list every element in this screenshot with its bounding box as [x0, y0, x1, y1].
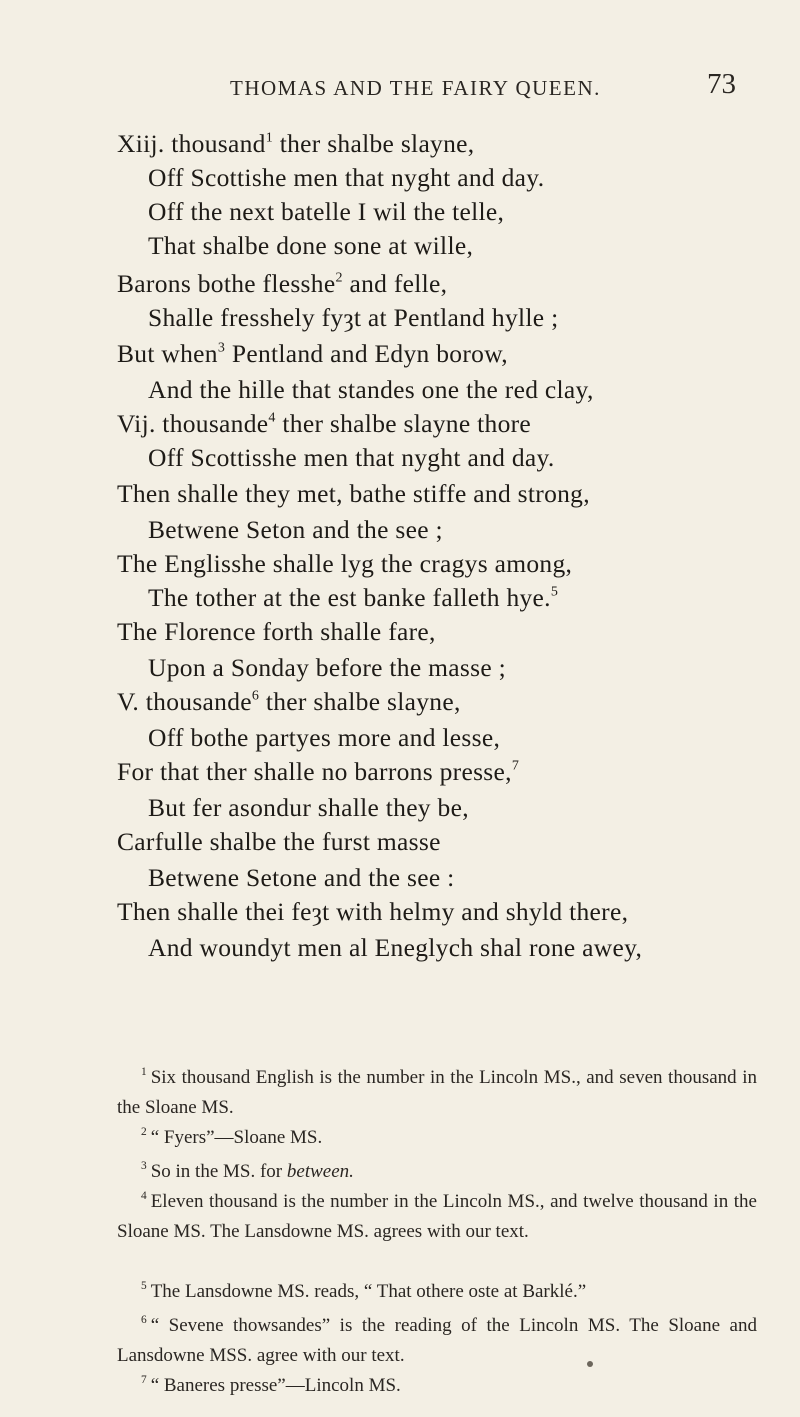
- footnote-number: 4: [141, 1190, 147, 1203]
- poem-line-text: V. thousande: [117, 687, 252, 716]
- poem-line: [148, 862, 455, 894]
- footnote-number: 3: [141, 1160, 147, 1173]
- poem-line-text: But fer asondur shalle they be,: [148, 793, 469, 822]
- poem-line: [117, 616, 436, 648]
- poem-line: [148, 162, 544, 194]
- poem-line: [148, 514, 443, 546]
- poem-line: [148, 792, 469, 824]
- footnote-marker: 2: [335, 270, 343, 286]
- running-head: THOMAS AND THE FAIRY QUEEN.: [230, 76, 601, 100]
- poem-line: [117, 826, 441, 858]
- footnote-number: 6: [141, 1314, 147, 1327]
- poem-line-text: Off Scottishe men that nyght and day.: [148, 163, 545, 192]
- poem-line: [148, 582, 558, 614]
- poem-line-text: ther shalbe slayne,: [259, 687, 461, 716]
- poem-line-text: And the hille that standes one the red clay,: [148, 375, 594, 404]
- poem-line: [148, 374, 594, 406]
- footnote-text: The Lansdowne MS. reads, “ That othere oste at Barklé.”: [150, 1281, 587, 1302]
- poem-line: [117, 756, 519, 788]
- footnote-text: “ Fyers”—Sloane MS.: [150, 1127, 323, 1148]
- footnote-number: 1: [141, 1066, 147, 1079]
- poem-line-text: and felle,: [342, 269, 448, 298]
- poem-line-text: Betwene Seton and the see ;: [148, 515, 443, 544]
- footnote-number: 7: [141, 1374, 147, 1387]
- footnote: [117, 1157, 757, 1187]
- footnote-marker: 4: [268, 410, 276, 426]
- poem-line-text: Carfulle shalbe the furst masse: [117, 827, 441, 856]
- poem-line-text: ther shalbe slayne,: [273, 129, 475, 158]
- poem-line-text: Off Scottisshe men that nyght and day.: [148, 443, 555, 472]
- poem-line: [148, 302, 558, 334]
- poem-line: [117, 686, 461, 718]
- poem-line-text: But when: [117, 339, 218, 368]
- poem-line: [117, 268, 447, 300]
- footnote-italic-text: between.: [286, 1161, 354, 1182]
- poem-line-text: Xiij. thousand: [117, 129, 266, 158]
- poem-line: [117, 548, 572, 580]
- poem-line-text: Barons bothe flesshe: [117, 269, 336, 298]
- footnote: [117, 1123, 757, 1153]
- footnote-text: Eleven thousand is the number in the Lincoln MS., and twelve thousand in the Sloane MS. The Lansdowne MS. agrees with our text.: [117, 1191, 757, 1242]
- poem-line-text: The Englisshe shalle lyg the cragys among,: [117, 549, 573, 578]
- poem-line: [148, 932, 642, 964]
- poem-line: [148, 196, 504, 228]
- poem-line: [148, 442, 555, 474]
- footnote-marker: 1: [265, 130, 274, 146]
- footnote-text: Six thousand English is the number in the Lincoln MS., and seven thousand in the Sloane MS.: [117, 1067, 757, 1118]
- poem-line: [148, 652, 506, 684]
- footnote-number: 5: [141, 1280, 147, 1293]
- footnote-text: So in the MS. for: [150, 1161, 287, 1182]
- poem-line-text: Upon a Sonday before the masse ;: [148, 653, 507, 682]
- footnote-number: 2: [141, 1126, 147, 1139]
- footnote: [117, 1277, 757, 1307]
- footnote: [117, 1063, 757, 1123]
- poem-line-text: That shalbe done sone at wille,: [148, 231, 474, 260]
- poem-line-text: Pentland and Edyn borow,: [225, 339, 508, 368]
- poem-line: [117, 408, 531, 440]
- poem-line-text: Then shalle thei feȝt with helmy and shyld there,: [117, 897, 629, 926]
- poem-line: [148, 230, 473, 262]
- poem-line-text: Off bothe partyes more and lesse,: [148, 723, 501, 752]
- footnote-marker: 5: [550, 584, 559, 600]
- footnote: [117, 1311, 757, 1371]
- footnote: [117, 1371, 757, 1401]
- poem-line-text: Vij. thousande: [117, 409, 269, 438]
- page-number: 73: [707, 68, 736, 100]
- footnote: [117, 1187, 757, 1247]
- footnote-text: “ Baneres presse”—Lincoln MS.: [150, 1375, 401, 1396]
- poem-line-text: And woundyt men al Eneglych shal rone awey,: [148, 933, 643, 962]
- page-speck: [587, 1361, 593, 1367]
- footnote-marker: 3: [217, 340, 226, 356]
- poem-line-text: Then shalle they met, bathe stiffe and strong,: [117, 479, 590, 508]
- poem-line-text: For that ther shalle no barrons presse,: [117, 757, 512, 786]
- poem-line-text: The Florence forth shalle fare,: [117, 617, 436, 646]
- poem-line-text: Betwene Setone and the see :: [148, 863, 455, 892]
- footnote-text: “ Sevene thowsandes” is the reading of the Lincoln MS. The Sloane and Lansdowne MSS. agree with our text.: [117, 1315, 757, 1366]
- poem-line: [148, 722, 500, 754]
- poem-line: [117, 478, 590, 510]
- poem-line-text: The tother at the est banke falleth hye.: [148, 583, 551, 612]
- poem-line: [117, 128, 474, 160]
- poem-line-text: ther shalbe slayne thore: [275, 409, 532, 438]
- poem-line: [117, 896, 628, 928]
- poem-line: [117, 338, 508, 370]
- footnote-marker: 6: [251, 688, 260, 704]
- poem-line-text: Off the next batelle I wil the telle,: [148, 197, 505, 226]
- footnote-marker: 7: [511, 758, 520, 774]
- poem-line-text: Shalle fresshely fyȝt at Pentland hylle ;: [148, 303, 559, 332]
